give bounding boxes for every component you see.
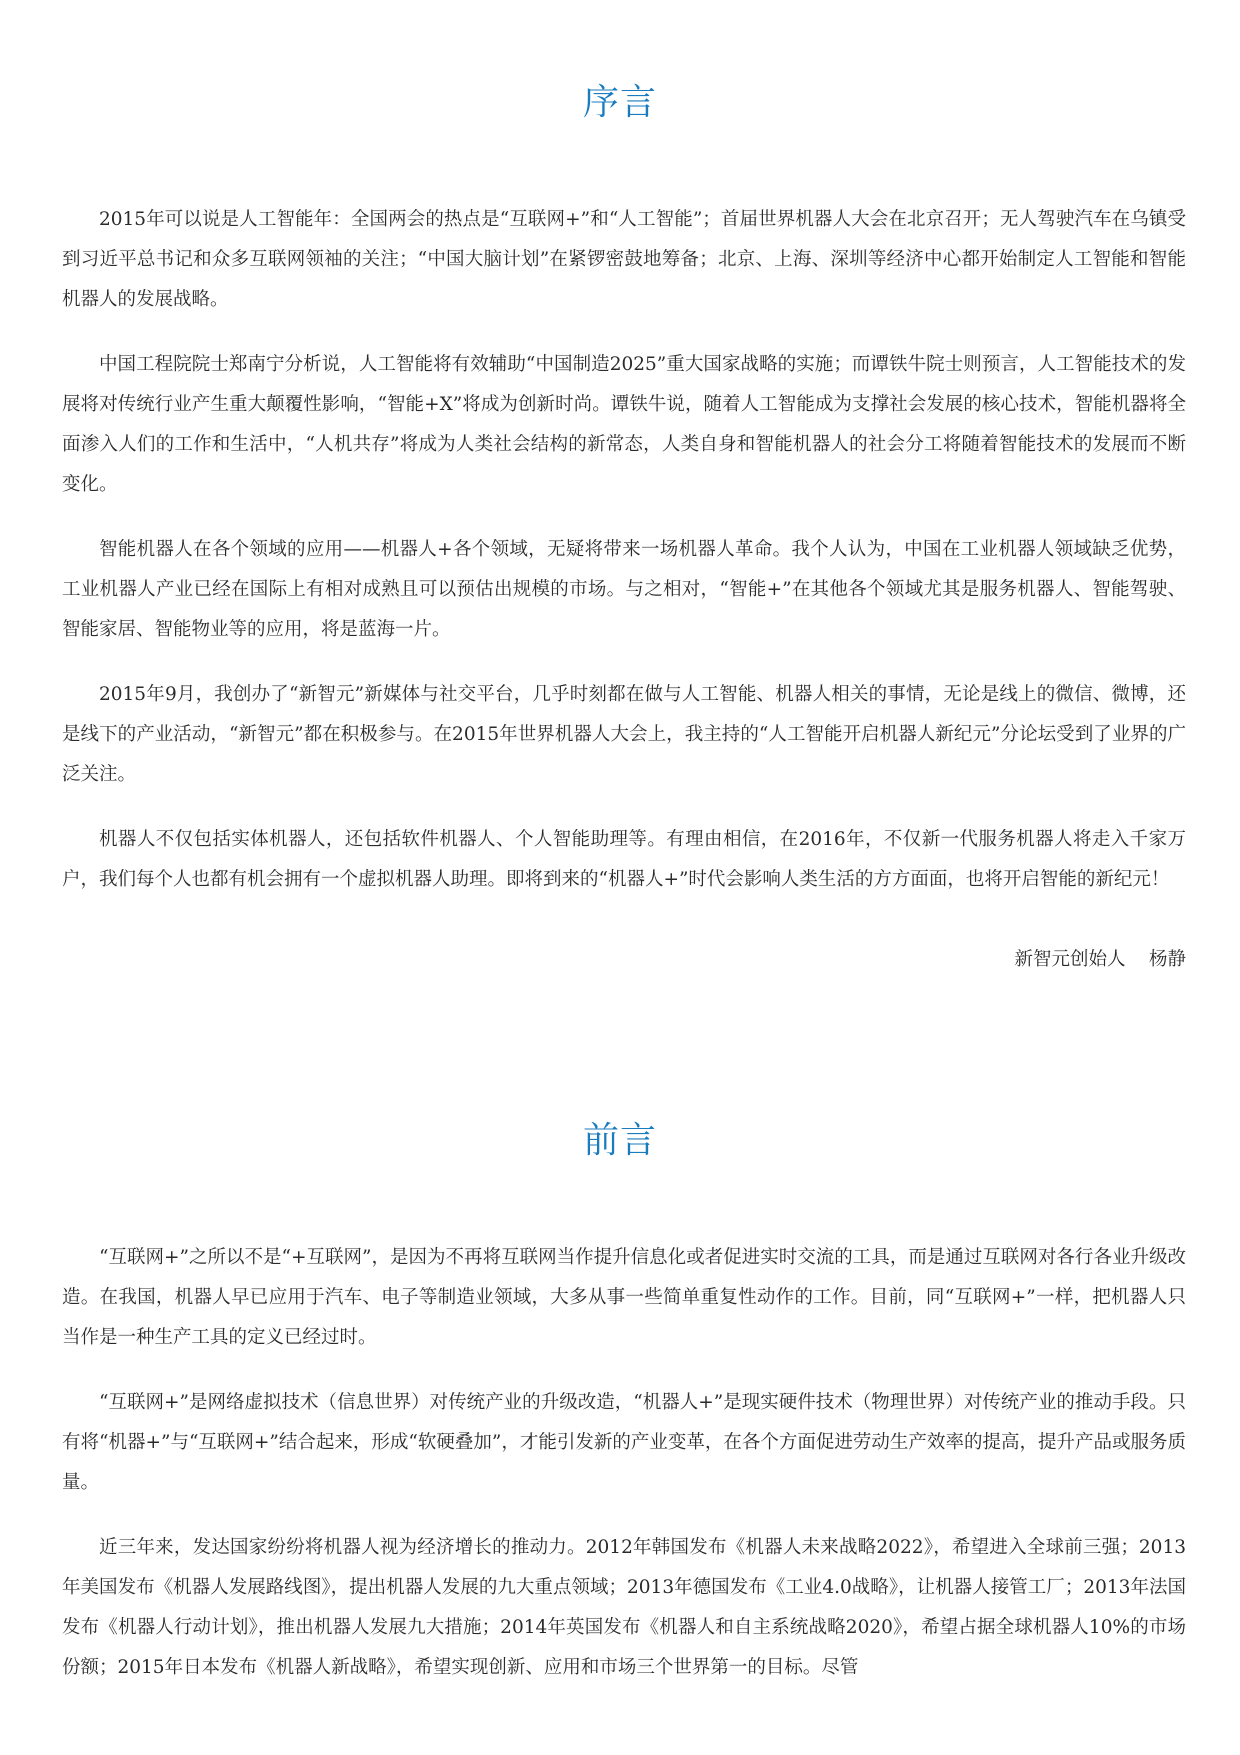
preface-body: [62, 200, 1186, 925]
preface-title: 序言: [582, 82, 657, 123]
preface-paragraph-3: 智能机器人在各个领域的应用——机器人+各个领域，无疑将带来一场机器人革命。我个人认为，中国在工业机器人领域缺乏优势，工业机器人产业已经在国际上有相对成熟且可以预估出规模的市场。与之相对，“智能+”在其他各个领域尤其是服务机器人、智能驾驶、智能家居、智能物业等的应用，将是蓝海一片。: [62, 539, 1186, 640]
preface-signature: 新智元创始人 杨静: [1014, 949, 1186, 970]
preface-paragraph-5: 机器人不仅包括实体机器人，还包括软件机器人、个人智能助理等。有理由相信，在2016年，不仅新一代服务机器人将走入千家万户，我们每个人也都有机会拥有一个虚拟机器人助理。即将到来的“机器人+”时代会影响人类生活的方方面面，也将开启智能的新纪元！: [62, 829, 1186, 890]
foreword-paragraph-2: “互联网+”是网络虚拟技术（信息世界）对传统产业的升级改造，“机器人+”是现实硬件技术（物理世界）对传统产业的推动手段。只有将“机器+”与“互联网+”结合起来，形成“软硬叠加”，才能引发新的产业变革，在各个方面促进劳动生产效率的提高，提升产品或服务质量。: [62, 1392, 1186, 1493]
preface-paragraph-2: 中国工程院院士郑南宁分析说，人工智能将有效辅助“中国制造2025”重大国家战略的实施；而谭铁牛院士则预言，人工智能技术的发展将对传统行业产生重大颠覆性影响，“智能+X”将成为创新时尚。谭铁牛说，随着人工智能成为支撑社会发展的核心技术，智能机器将全面渗入人们的工作和生活中，“人机共存”将成为人类社会结构的新常态，人类自身和智能机器人的社会分工将随着智能技术的发展而不断变化。: [62, 354, 1186, 495]
foreword-paragraph-3: 近三年来，发达国家纷纷将机器人视为经济增长的推动力。2012年韩国发布《机器人未来战略2022》，希望进入全球前三强；2013年美国发布《机器人发展路线图》，提出机器人发展的九大重点领域；2013年德国发布《工业4.0战略》，让机器人接管工厂；2013年法国发布《机器人行动计划》，推出机器人发展九大措施；2014年英国发布《机器人和自主系统战略2020》，希望占据全球机器人10%的市场份额；2015年日本发布《机器人新战略》，希望实现创新、应用和市场三个世界第一的目标。尽管: [62, 1537, 1186, 1678]
preface-paragraph-4: 2015年9月，我创办了“新智元”新媒体与社交平台，几乎时刻都在做与人工智能、机器人相关的事情，无论是线上的微信、微博，还是线下的产业活动，“新智元”都在积极参与。在2015年世界机器人大会上，我主持的“人工智能开启机器人新纪元”分论坛受到了业界的广泛关注。: [62, 684, 1186, 785]
foreword-title: 前言: [582, 1120, 657, 1161]
foreword-paragraph-1: “互联网+”之所以不是“+互联网”，是因为不再将互联网当作提升信息化或者促进实时交流的工具，而是通过互联网对各行各业升级改造。在我国，机器人早已应用于汽车、电子等制造业领域，大多从事一些简单重复性动作的工作。目前，同“互联网+”一样，把机器人只当作是一种生产工具的定义已经过时。: [62, 1247, 1186, 1348]
preface-paragraph-1: 2015年可以说是人工智能年：全国两会的热点是“互联网+”和“人工智能”；首届世界机器人大会在北京召开；无人驾驶汽车在乌镇受到习近平总书记和众多互联网领袖的关注；“中国大脑计划”在紧锣密鼓地筹备；北京、上海、深圳等经济中心都开始制定人工智能和智能机器人的发展战略。: [62, 209, 1186, 310]
foreword-body: [62, 1238, 1186, 1713]
